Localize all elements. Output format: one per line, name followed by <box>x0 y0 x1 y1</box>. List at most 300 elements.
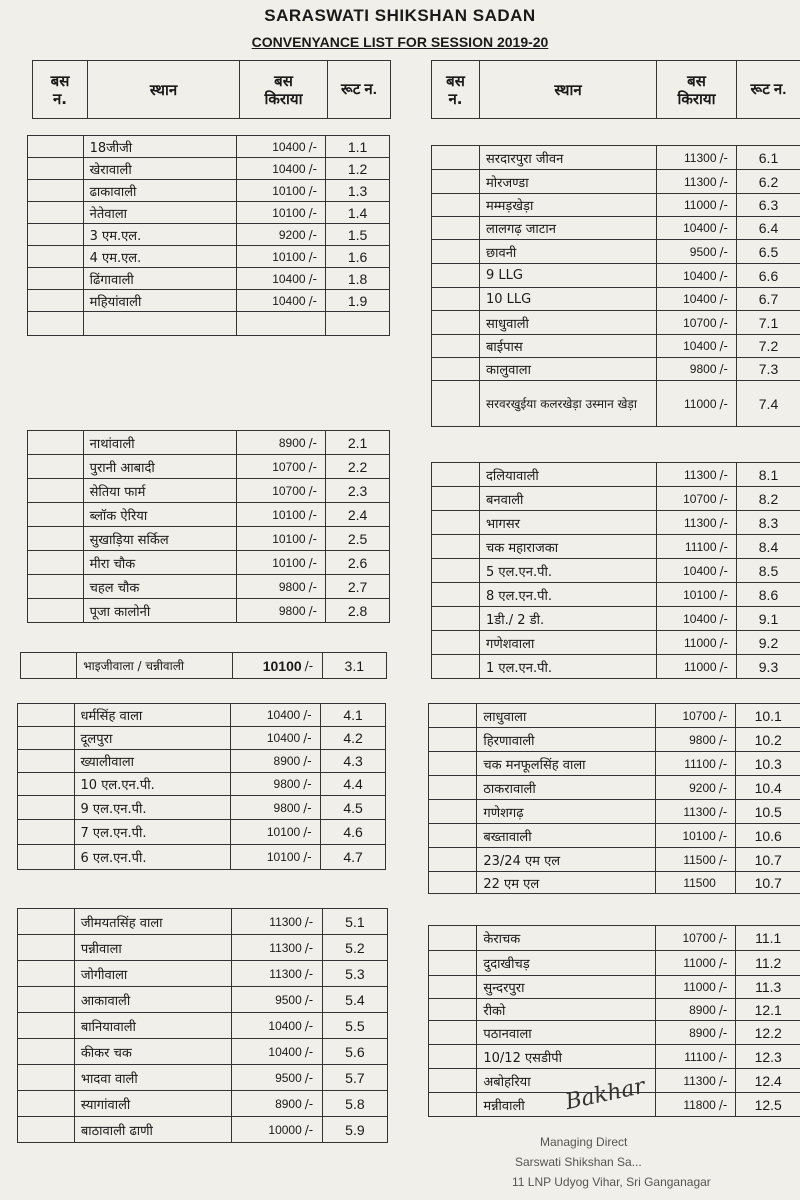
route-cell: 7.1 <box>737 311 800 335</box>
place-cell: ढाकावाली <box>83 180 237 202</box>
fare-cell: 9800 <box>655 728 718 752</box>
fare-cell: 11100 <box>655 1045 718 1069</box>
bus-no-cell <box>28 290 84 312</box>
table-row <box>432 535 800 559</box>
place-cell: ख्यालीवाला <box>74 750 230 773</box>
table-row <box>429 848 800 872</box>
place-cell: 7 एल.एन.पी. <box>74 820 230 845</box>
place-cell: मोरजण्डा <box>480 170 657 194</box>
route-cell: 6.5 <box>737 240 800 264</box>
bus-no-cell <box>432 655 480 679</box>
place-cell: छावनी <box>480 240 657 264</box>
bus-no-cell <box>432 240 480 264</box>
bus-no-cell <box>432 311 480 335</box>
route-cell: 5.9 <box>322 1117 387 1143</box>
fare-cell: 10100 <box>237 527 308 551</box>
table-row <box>432 170 800 194</box>
bus-no-cell <box>28 312 84 336</box>
fare-cell: 11300 <box>657 170 719 194</box>
table-row <box>28 202 390 224</box>
place-cell: भादवा वाली <box>74 1065 231 1091</box>
table-row <box>432 487 800 511</box>
fare-cell: 10400 <box>657 264 719 288</box>
route-cell: 5.5 <box>322 1013 387 1039</box>
header-fare: बस किराया <box>657 61 737 119</box>
table-row <box>28 479 390 503</box>
fare-cell: 11100 <box>657 535 719 559</box>
place-cell: 8 एल.एन.पी. <box>480 583 657 607</box>
fare-suffix: /- <box>308 551 326 575</box>
route-cell: 2.5 <box>326 527 390 551</box>
place-cell: नेतेवाला <box>83 202 237 224</box>
table-row <box>429 872 800 894</box>
fare-suffix: /- <box>719 311 737 335</box>
table-row <box>432 358 800 381</box>
bus-no-cell <box>28 455 84 479</box>
bus-no-cell <box>429 926 477 951</box>
route-cell: 7.3 <box>737 358 800 381</box>
place-cell: पूजा कालोनी <box>83 599 237 623</box>
place-cell: मन्नीवाली <box>477 1093 655 1117</box>
fare-suffix <box>718 872 736 894</box>
fare-cell: 10400 <box>657 217 719 240</box>
fare-cell: 10700 <box>237 455 308 479</box>
route-cell: 8.2 <box>737 487 800 511</box>
place-cell: पुरानी आबादी <box>83 455 237 479</box>
fare-cell: 8900 <box>655 1021 718 1045</box>
fare-cell: 11300 <box>657 463 719 487</box>
table-row <box>432 311 800 335</box>
place-cell: 10 LLG <box>480 288 657 311</box>
bus-no-cell <box>18 935 75 961</box>
bus-no-cell <box>432 487 480 511</box>
bus-no-cell <box>28 268 84 290</box>
fare-cell: 10100 <box>232 653 304 679</box>
route-cell: 1.6 <box>326 246 390 268</box>
bus-no-cell <box>28 551 84 575</box>
fare-suffix: /- <box>719 487 737 511</box>
bus-no-cell <box>429 848 477 872</box>
table-row <box>432 335 800 358</box>
route-cell: 9.1 <box>737 607 800 631</box>
route-cell <box>326 312 390 336</box>
bus-no-cell <box>18 1091 75 1117</box>
fare-suffix: /- <box>308 527 326 551</box>
route-cell: 10.4 <box>736 776 800 800</box>
place-cell: पठानवाला <box>477 1021 655 1045</box>
table-row <box>18 1013 388 1039</box>
place-cell: सुन्दरपुरा <box>477 976 655 999</box>
route-cell: 1.5 <box>326 224 390 246</box>
route-cell: 4.2 <box>321 727 386 750</box>
fare-suffix: /- <box>308 599 326 623</box>
table-row <box>432 655 800 679</box>
table-row <box>18 750 386 773</box>
fare-cell: 10100 <box>237 246 308 268</box>
bus-no-cell <box>432 511 480 535</box>
fare-cell: 8900 <box>237 431 308 455</box>
route-cell: 8.5 <box>737 559 800 583</box>
fare-cell: 11000 <box>655 976 718 999</box>
place-cell: खेरावाली <box>83 158 237 180</box>
fare-suffix: /- <box>719 463 737 487</box>
place-cell <box>83 312 237 336</box>
bus-no-cell <box>432 264 480 288</box>
fare-suffix <box>308 312 326 336</box>
fare-cell: 10100 <box>237 180 308 202</box>
header-route: रूट न. <box>737 61 800 119</box>
place-cell: आकावाली <box>74 987 231 1013</box>
place-cell: चक मनफूलसिंह वाला <box>477 752 655 776</box>
route-cell: 5.8 <box>322 1091 387 1117</box>
fare-cell: 11800 <box>655 1093 718 1117</box>
place-cell: 6 एल.एन.पी. <box>74 845 230 870</box>
route-cell: 2.8 <box>326 599 390 623</box>
signature-designation: Managing Direct <box>540 1135 628 1149</box>
place-cell: 10/12 एसडीपी <box>477 1045 655 1069</box>
place-cell: अबोहरिया <box>477 1069 655 1093</box>
bus-no-cell <box>429 872 477 894</box>
header-route: रूट न. <box>328 61 391 119</box>
bus-no-cell <box>429 728 477 752</box>
fare-cell: 10400 <box>657 607 719 631</box>
fare-suffix: /- <box>719 358 737 381</box>
fare-cell: 10400 <box>231 1013 303 1039</box>
left-header-table <box>32 60 391 119</box>
table-row <box>429 776 800 800</box>
route-cell: 6.1 <box>737 146 800 170</box>
fare-suffix: /- <box>308 224 326 246</box>
table-row <box>432 511 800 535</box>
fare-suffix: /- <box>304 1117 323 1143</box>
fare-suffix: /- <box>719 335 737 358</box>
fare-suffix: /- <box>719 655 737 679</box>
fare-suffix: /- <box>308 479 326 503</box>
place-cell: साधुवाली <box>480 311 657 335</box>
fare-cell: 11000 <box>657 655 719 679</box>
fare-suffix: /- <box>719 217 737 240</box>
bus-no-cell <box>432 559 480 583</box>
fare-suffix: /- <box>718 824 736 848</box>
route-cell: 10.6 <box>736 824 800 848</box>
fare-suffix: /- <box>718 951 736 976</box>
bus-no-cell <box>18 820 75 845</box>
route-cell: 2.2 <box>326 455 390 479</box>
place-cell: स्यागांवाली <box>74 1091 231 1117</box>
bus-no-cell <box>28 503 84 527</box>
route-cell: 5.3 <box>322 961 387 987</box>
fare-cell: 11100 <box>655 752 718 776</box>
fare-suffix: /- <box>308 431 326 455</box>
route-cell: 6.4 <box>737 217 800 240</box>
route-cell: 5.1 <box>322 909 387 935</box>
table-row <box>18 935 388 961</box>
route-cell: 10.1 <box>736 704 800 728</box>
fare-cell: 9800 <box>230 796 302 820</box>
place-cell: ढिंगावाली <box>83 268 237 290</box>
fare-suffix: /- <box>718 999 736 1021</box>
route-cell: 7.4 <box>737 381 800 427</box>
route-cell: 4.6 <box>321 820 386 845</box>
table-row <box>432 559 800 583</box>
bus-no-cell <box>21 653 77 679</box>
place-cell: बख्तावाली <box>477 824 655 848</box>
place-cell: बाठावाली ढाणी <box>74 1117 231 1143</box>
table-row <box>429 1021 800 1045</box>
fare-cell: 11300 <box>657 146 719 170</box>
bus-no-cell <box>432 535 480 559</box>
fare-suffix: /- <box>718 704 736 728</box>
fare-suffix: /- <box>302 820 321 845</box>
route-cell: 1.4 <box>326 202 390 224</box>
route-cell: 10.2 <box>736 728 800 752</box>
fare-cell: 10700 <box>657 311 719 335</box>
place-cell: सुखाड़िया सर्किल <box>83 527 237 551</box>
table-row <box>28 224 390 246</box>
table-row <box>21 653 387 679</box>
route-cell: 11.1 <box>736 926 800 951</box>
fare-suffix: /- <box>304 1091 323 1117</box>
fare-cell: 9200 <box>237 224 308 246</box>
fare-suffix: /- <box>308 202 326 224</box>
fare-suffix: /- <box>719 194 737 217</box>
list-subtitle: CONVENYANCE LIST FOR SESSION 2019-20 <box>251 34 549 50</box>
table-row <box>429 704 800 728</box>
route-cell: 6.7 <box>737 288 800 311</box>
fare-cell: 11300 <box>655 1069 718 1093</box>
bus-no-cell <box>28 224 84 246</box>
bus-no-cell <box>28 479 84 503</box>
header-place: स्थान <box>480 61 657 119</box>
fare-suffix: /- <box>304 987 323 1013</box>
table-row <box>429 752 800 776</box>
fare-cell: 9800 <box>230 773 302 796</box>
table-row <box>432 146 800 170</box>
table-row <box>432 583 800 607</box>
route-cell: 10.5 <box>736 800 800 824</box>
header-place: स्थान <box>88 61 240 119</box>
route-cell: 10.7 <box>736 872 800 894</box>
place-cell: सरदारपुरा जीवन <box>480 146 657 170</box>
header-bus-no: बस न. <box>33 61 88 119</box>
table-row <box>28 136 390 158</box>
fare-cell: 9800 <box>657 358 719 381</box>
bus-no-cell <box>18 961 75 987</box>
fare-suffix: /- <box>308 503 326 527</box>
bus-no-cell <box>28 246 84 268</box>
bus-no-cell <box>18 909 75 935</box>
signature-address: 11 LNP Udyog Vihar, Sri Ganganagar <box>512 1175 711 1189</box>
route-cell: 10.3 <box>736 752 800 776</box>
table-row <box>28 180 390 202</box>
bus-no-cell <box>432 463 480 487</box>
place-cell: 5 एल.एन.पी. <box>480 559 657 583</box>
route-cell: 7.2 <box>737 335 800 358</box>
route-cell: 9.3 <box>737 655 800 679</box>
fare-cell: 10100 <box>230 820 302 845</box>
table-row <box>432 631 800 655</box>
route-cell: 2.4 <box>326 503 390 527</box>
bus-no-cell <box>18 1013 75 1039</box>
bus-no-cell <box>429 1069 477 1093</box>
bus-no-cell <box>429 800 477 824</box>
table-row <box>28 599 390 623</box>
fare-cell: 10100 <box>237 202 308 224</box>
table-row <box>18 727 386 750</box>
fare-suffix: /- <box>302 796 321 820</box>
fare-cell: 10100 <box>657 583 719 607</box>
route-cell: 11.2 <box>736 951 800 976</box>
route-cell: 2.1 <box>326 431 390 455</box>
bus-no-cell <box>432 607 480 631</box>
table-row <box>28 431 390 455</box>
fare-cell: 10700 <box>655 704 718 728</box>
table-row <box>28 551 390 575</box>
bus-no-cell <box>18 1039 75 1065</box>
bus-no-cell <box>28 527 84 551</box>
table-row <box>28 503 390 527</box>
left-route-table-4 <box>17 703 386 870</box>
route-cell: 2.6 <box>326 551 390 575</box>
table-row <box>18 845 386 870</box>
bus-no-cell <box>432 217 480 240</box>
place-cell: सेतिया फार्म <box>83 479 237 503</box>
place-cell: 4 एम.एल. <box>83 246 237 268</box>
bus-no-cell <box>432 146 480 170</box>
table-row <box>429 800 800 824</box>
fare-cell: 9500 <box>657 240 719 264</box>
fare-suffix: /- <box>719 381 737 427</box>
place-cell: 18जीजी <box>83 136 237 158</box>
place-cell: 9 एल.एन.पी. <box>74 796 230 820</box>
table-row <box>18 909 388 935</box>
route-cell: 10.7 <box>736 848 800 872</box>
bus-no-cell <box>18 1117 75 1143</box>
fare-cell: 11000 <box>657 381 719 427</box>
fare-cell: 10400 <box>237 158 308 180</box>
bus-no-cell <box>432 358 480 381</box>
bus-no-cell <box>429 776 477 800</box>
bus-no-cell <box>429 704 477 728</box>
table-row <box>432 607 800 631</box>
fare-suffix: /- <box>719 264 737 288</box>
fare-cell: 10400 <box>237 290 308 312</box>
left-route-table-3 <box>20 652 387 679</box>
fare-cell: 11300 <box>231 909 303 935</box>
table-row <box>429 951 800 976</box>
place-cell: 1डी./ 2 डी. <box>480 607 657 631</box>
bus-no-cell <box>432 335 480 358</box>
route-cell: 8.3 <box>737 511 800 535</box>
table-row <box>18 1117 388 1143</box>
fare-cell: 10100 <box>655 824 718 848</box>
fare-cell: 10400 <box>230 727 302 750</box>
route-cell: 12.4 <box>736 1069 800 1093</box>
fare-cell: 11500 <box>655 848 718 872</box>
table-row <box>28 455 390 479</box>
bus-no-cell <box>28 431 84 455</box>
table-row <box>429 926 800 951</box>
fare-cell: 8900 <box>655 999 718 1021</box>
route-cell: 4.4 <box>321 773 386 796</box>
bus-no-cell <box>429 999 477 1021</box>
place-cell: मम्मड़खेड़ा <box>480 194 657 217</box>
fare-cell: 10400 <box>657 559 719 583</box>
fare-suffix: /- <box>308 575 326 599</box>
bus-no-cell <box>28 599 84 623</box>
place-cell: चहल चौक <box>83 575 237 599</box>
right-route-table-2 <box>431 462 800 679</box>
route-cell: 4.1 <box>321 704 386 727</box>
place-cell: बाईपास <box>480 335 657 358</box>
route-cell: 8.6 <box>737 583 800 607</box>
route-cell: 12.5 <box>736 1093 800 1117</box>
right-route-table-1 <box>431 145 800 427</box>
fare-suffix: /- <box>308 158 326 180</box>
bus-no-cell <box>432 170 480 194</box>
table-row <box>429 999 800 1021</box>
table-row <box>18 796 386 820</box>
place-cell: लाधुवाला <box>477 704 655 728</box>
bus-no-cell <box>28 136 84 158</box>
bus-no-cell <box>432 381 480 427</box>
bus-no-cell <box>18 845 75 870</box>
signature-org: Sarswati Shikshan Sa... <box>515 1155 642 1169</box>
fare-cell: 10700 <box>657 487 719 511</box>
fare-suffix: /- <box>718 1069 736 1093</box>
fare-cell: 10000 <box>231 1117 303 1143</box>
fare-cell: 11300 <box>231 961 303 987</box>
table-row <box>28 158 390 180</box>
bus-no-cell <box>28 180 84 202</box>
fare-cell: 10400 <box>237 268 308 290</box>
fare-suffix: /- <box>308 136 326 158</box>
table-row <box>28 527 390 551</box>
route-cell: 2.3 <box>326 479 390 503</box>
bus-no-cell <box>429 976 477 999</box>
fare-cell: 9800 <box>237 599 308 623</box>
place-cell: कीकर चक <box>74 1039 231 1065</box>
place-cell: भागसर <box>480 511 657 535</box>
table-row <box>28 268 390 290</box>
place-cell: 10 एल.एन.पी. <box>74 773 230 796</box>
place-cell: 22 एम एल <box>477 872 655 894</box>
fare-suffix: /- <box>302 704 321 727</box>
left-route-table-1 <box>27 135 390 336</box>
fare-suffix: /- <box>302 773 321 796</box>
place-cell: रीको <box>477 999 655 1021</box>
fare-suffix: /- <box>718 728 736 752</box>
fare-suffix: /- <box>719 559 737 583</box>
route-cell: 12.3 <box>736 1045 800 1069</box>
left-route-table-2 <box>27 430 390 623</box>
route-cell: 9.2 <box>737 631 800 655</box>
fare-cell: 10400 <box>237 136 308 158</box>
header-fare: बस किराया <box>240 61 328 119</box>
fare-suffix: /- <box>304 1065 323 1091</box>
table-row <box>432 381 800 427</box>
table-row <box>18 987 388 1013</box>
fare-suffix: /- <box>302 750 321 773</box>
fare-suffix: /- <box>304 961 323 987</box>
table-row <box>18 820 386 845</box>
school-title: SARASWATI SHIKSHAN SADAN <box>264 6 536 25</box>
fare-suffix: /- <box>308 455 326 479</box>
fare-cell: 10400 <box>230 704 302 727</box>
fare-cell: 8900 <box>230 750 302 773</box>
bus-no-cell <box>18 727 75 750</box>
place-cell: सरवरखुईया कलरखेड़ा उस्मान खेड़ा <box>480 381 657 427</box>
